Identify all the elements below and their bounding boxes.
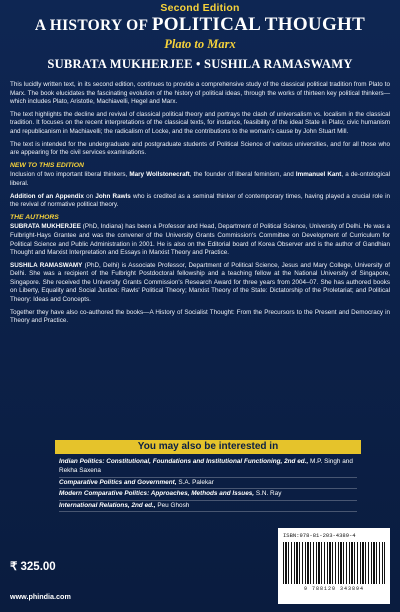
list-item [59, 478, 357, 489]
text-run: , the founder of liberal feminism, and [189, 171, 296, 179]
barcode-bars [283, 542, 385, 584]
list-item [59, 501, 357, 512]
author-bio-2 [10, 262, 390, 305]
related-book-title: Indian Politics: Constitutional, Foundations and Institutional Functioning, 2nd ed., [59, 458, 309, 465]
related-book-title: Modern Comparative Politics: Approaches, Methods and Issues, [59, 490, 255, 498]
list-item [59, 457, 357, 478]
related-books [55, 440, 361, 512]
text-run: on [83, 192, 96, 200]
related-book-author: Peu Ghosh [155, 501, 190, 509]
authors-heading: THE AUTHORS [10, 213, 59, 221]
related-book-author: M.P. Singh and Rekha Saxena [59, 458, 353, 475]
related-books-banner: You may also be interested in [55, 440, 361, 454]
thinker-name: Immanuel Kant [295, 171, 342, 179]
joint-works: Together they have also co-authored the books—A History of Socialist Thought: From the Precursors to the Present and Democracy in Theory and Practice. [10, 308, 390, 325]
title-main: POLITICAL THOUGHT [151, 14, 366, 35]
related-book-author: S.N. Ray [254, 490, 282, 498]
new-edition-item-2 [10, 193, 390, 210]
appendix-label: Addition of an Appendix [10, 192, 84, 200]
barcode-digits: 9 788120 343894 [303, 586, 364, 592]
related-books-list [55, 454, 361, 512]
title-prefix: A HISTORY OF [34, 17, 152, 34]
related-book-author: S.A. Palekar [176, 478, 214, 486]
author-bio-text: (PhD, Delhi) is Associate Professor, Department of Political Science, Jesus and Mary College, University of Delhi. She was a recipient of the Fulbright Postdoctoral fellowship and a teaching fellow at the National University of Singapore, Singapore. She received the University Grants Commission's Research Award for three years from 2004–07. She has authored books on Liberty, Equality and Social Justice: Rawls' Political Theory; Marxist Theory of the State: Dictatorship of the Proletariat; and Political Theory: Ideas and Concepts. [10, 261, 390, 304]
isbn-barcode [278, 528, 390, 604]
text-run: , a de-ontological liberal. [10, 171, 391, 187]
related-book-title: Comparative Politics and Government, [59, 478, 177, 486]
blurb-paragraph-2: The text highlights the decline and revival of classical political theory and portrays the clash of universalism vs. localism in the classical tradition. It focuses on the recent interpretations of the classical texts, for instance, feasibility of the ideal State in Plato; civic humanism and republicanism in Machiavelli; the radicalism of Locke, and the contributions to the woman's cause by John Stuart Mill. [10, 110, 390, 135]
thinker-name: John Rawls [95, 192, 131, 200]
blurb-body [10, 81, 390, 330]
new-edition-heading: NEW TO THIS EDITION [10, 161, 84, 169]
edition-label: Second Edition [160, 2, 240, 14]
book-title [0, 14, 400, 36]
authors-line: SUBRATA MUKHERJEE • SUSHILA RAMASWAMY [47, 57, 353, 71]
new-edition-item-1 [10, 171, 390, 188]
isbn-text: ISBN:978-81-203-4389-4 [283, 532, 356, 539]
author-bio-1 [10, 223, 390, 257]
thinker-name: Mary Wollstonecraft [129, 171, 190, 179]
author-name: SUBRATA MUKHERJEE [10, 223, 81, 231]
text-run: Inclusion of two important liberal thinkers, [10, 171, 130, 179]
publisher-website: www.phindia.com [10, 592, 71, 601]
list-item [59, 489, 357, 500]
author-bio-text: (PhD, Indiana) has been a Professor and Head, Department of Political Science, University of Delhi. He was a Fulbright-Hays Grantee and was the convener of the University Grants Commission's Committee on Development of Curriculum for Political Science and Public Administration in 2001. He is also on the Editorial board of Korea Observer and is the author of Gandhian Thought and Marxist Interpretation and Essays in Marxist Theory and Practice. [10, 223, 390, 257]
blurb-paragraph-3: The text is intended for the undergraduate and postgraduate students of Political Science of various universities, and for all those who are appearing for the civil services examinations. [10, 140, 390, 157]
author-name: SUSHILA RAMASWAMY [10, 261, 83, 269]
book-subtitle: Plato to Marx [164, 37, 236, 51]
text-run: who is credited as a seminal thinker of contemporary times, having played a crucial role in the revival of normative political theory. [10, 192, 390, 209]
price-label: ₹ 325.00 [10, 561, 56, 573]
related-book-title: International Relations, 2nd ed., [59, 501, 156, 509]
blurb-paragraph-1: This lucidly written text, in its second edition, continues to provide a comprehensive study of the classical political tradition from Plato to Marx. The book elucidates the fascinating evolution of the history of political ideas, through the works of thirteen key political thinkers—which includes Plato, Aristotle, Machiavelli, Hegel and Marx. [10, 81, 390, 106]
